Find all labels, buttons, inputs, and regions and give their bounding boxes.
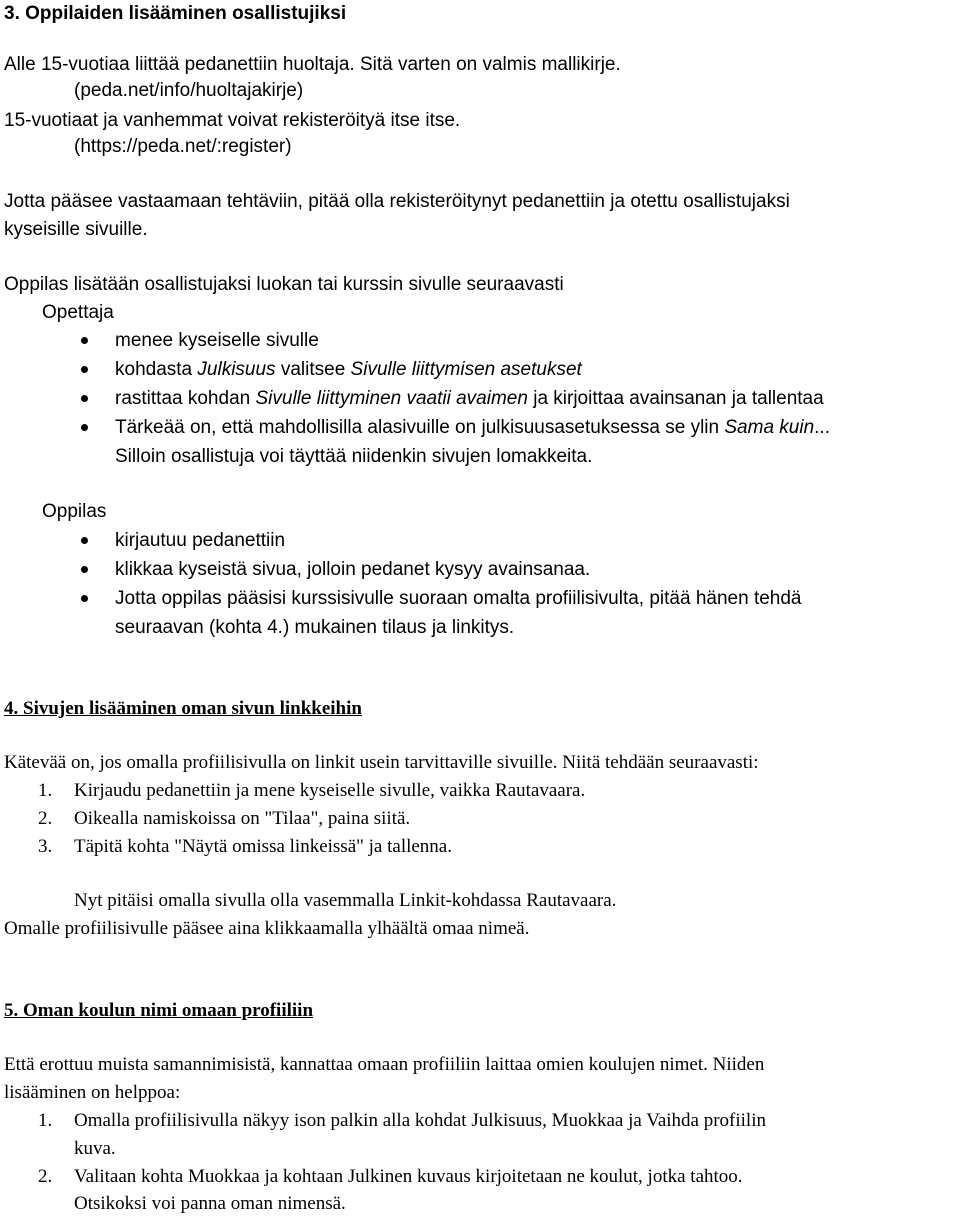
bullet-icon bbox=[81, 537, 88, 544]
section-4-heading: 4. Sivujen lisääminen oman sivun linkkeihin bbox=[4, 698, 362, 719]
intro-line-1: Alle 15-vuotiaa liittää pedanettiin huoltaja. Sitä varten on valmis mallikirje. bbox=[4, 54, 621, 75]
step-number: 2. bbox=[38, 1166, 53, 1187]
guardian-letter-link[interactable]: (peda.net/info/huoltajakirje) bbox=[74, 80, 304, 101]
student-step-3-line-2: seuraavan (kohta 4.) mukainen tilaus ja linkitys. bbox=[115, 617, 515, 638]
section-4-note-2: Omalle profiilisivulle pääsee aina klikkaamalla ylhäältä omaa nimeä. bbox=[4, 918, 530, 939]
teacher-step-4: Tärkeää on, että mahdollisilla alasivuille on julkisuusasetuksessa se ylin Sama kuin... bbox=[115, 417, 830, 438]
student-label: Oppilas bbox=[42, 501, 107, 522]
section-5-step-2-line-2: Otsikoksi voi panna oman nimensä. bbox=[74, 1193, 346, 1214]
section-5-intro-line-2: lisääminen on helppoa: bbox=[4, 1082, 181, 1103]
section-5-heading: 5. Oman koulun nimi omaan profiiliin bbox=[4, 1000, 314, 1021]
bullet-icon bbox=[81, 395, 88, 402]
step-number: 3. bbox=[38, 836, 53, 857]
teacher-step-2: kohdasta Julkisuus valitsee Sivulle liittymisen asetukset bbox=[115, 359, 582, 380]
paragraph-2: Oppilas lisätään osallistujaksi luokan tai kurssin sivulle seuraavasti bbox=[4, 274, 564, 295]
paragraph-1-line-2: kyseisille sivuille. bbox=[4, 219, 148, 240]
bullet-icon bbox=[81, 366, 88, 373]
bullet-icon bbox=[81, 424, 88, 431]
register-link[interactable]: (https://peda.net/:register) bbox=[74, 136, 292, 157]
teacher-step-4-line-2: Silloin osallistuja voi täyttää niidenkin sivujen lomakkeita. bbox=[115, 446, 593, 467]
paragraph-1-line-1: Jotta pääsee vastaamaan tehtäviin, pitää olla rekisteröitynyt pedanettiin ja otettu osallistujaksi bbox=[4, 191, 790, 212]
teacher-label: Opettaja bbox=[42, 302, 114, 323]
student-step-2: klikkaa kyseistä sivua, jolloin pedanet kysyy avainsanaa. bbox=[115, 559, 591, 580]
student-step-3: Jotta oppilas pääsisi kurssisivulle suoraan omalta profiilisivulta, pitää hänen tehdä bbox=[115, 588, 802, 609]
section-4-step-2: Oikealla namiskoissa on "Tilaa", paina siitä. bbox=[74, 808, 411, 829]
section-5-step-1-line-2: kuva. bbox=[74, 1138, 116, 1159]
teacher-step-1: menee kyseiselle sivulle bbox=[115, 330, 319, 351]
bullet-icon bbox=[81, 566, 88, 573]
student-step-1: kirjautuu pedanettiin bbox=[115, 530, 286, 551]
section-5-step-2: Valitaan kohta Muokkaa ja kohtaan Julkinen kuvaus kirjoitetaan ne koulut, jotka tahtoo. bbox=[74, 1166, 743, 1187]
section-4-step-1: Kirjaudu pedanettiin ja mene kyseiselle sivulle, vaikka Rautavaara. bbox=[74, 780, 586, 801]
section-3-heading: 3. Oppilaiden lisääminen osallistujiksi bbox=[4, 3, 347, 24]
step-number: 2. bbox=[38, 808, 53, 829]
section-4-step-3: Täpitä kohta "Näytä omissa linkeissä" ja tallenna. bbox=[74, 836, 452, 857]
bullet-icon bbox=[81, 337, 88, 344]
step-number: 1. bbox=[38, 780, 53, 801]
bullet-icon bbox=[81, 595, 88, 602]
step-number: 1. bbox=[38, 1110, 53, 1131]
section-4-intro: Kätevää on, jos omalla profiilisivulla on linkit usein tarvittaville sivuille. Niitä tehdään seuraavasti: bbox=[4, 752, 759, 773]
teacher-step-3: rastittaa kohdan Sivulle liittyminen vaatii avaimen ja kirjoittaa avainsanan ja tallentaa bbox=[115, 388, 824, 409]
section-4-note-1: Nyt pitäisi omalla sivulla olla vasemmalla Linkit-kohdassa Rautavaara. bbox=[74, 890, 617, 911]
section-5-intro-line-1: Että erottuu muista samannimisistä, kannattaa omaan profiiliin laittaa omien koulujen nimet. Niiden bbox=[4, 1054, 765, 1075]
intro-line-2: 15-vuotiaat ja vanhemmat voivat rekisteröityä itse itse. bbox=[4, 110, 461, 131]
section-5-step-1: Omalla profiilisivulla näkyy ison palkin alla kohdat Julkisuus, Muokkaa ja Vaihda profiilin bbox=[74, 1110, 766, 1131]
